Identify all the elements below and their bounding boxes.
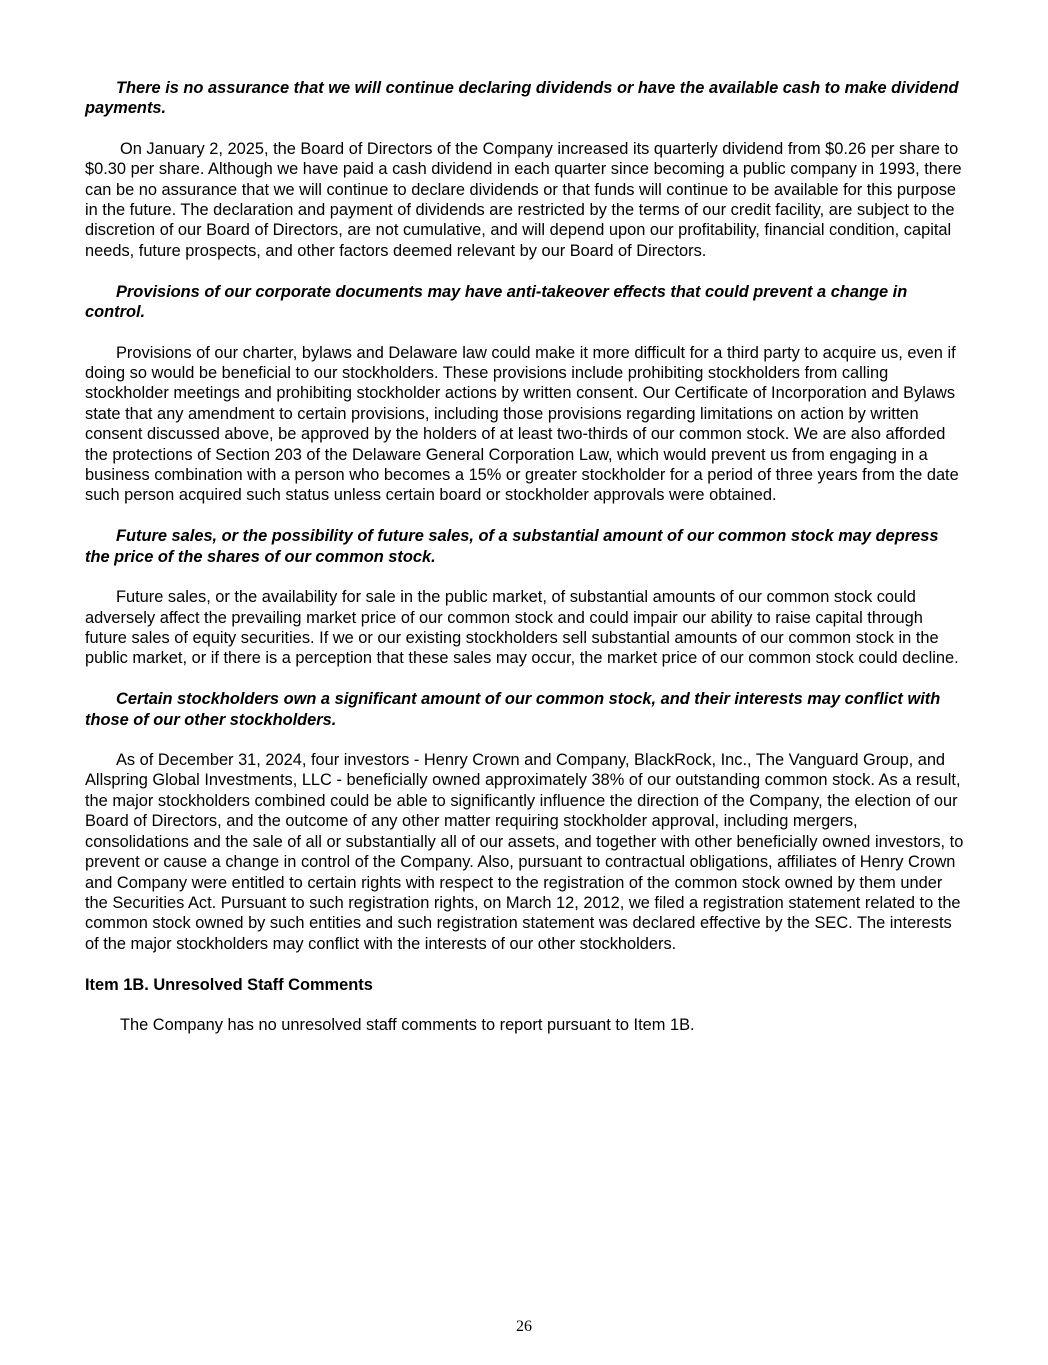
section-heading-stockholders: Certain stockholders own a significant amount of our common stock, and their interests may conflict with those of our other stockholders. [85,690,941,729]
page-number: 26 [516,1318,532,1335]
section-heading-future-sales: Future sales, or the possibility of future sales, of a substantial amount of our common stock may depress the price of the shares of our common stock. [85,527,939,566]
section-body-anti-takeover: Provisions of our charter, bylaws and Delaware law could make it more difficult for a third party to acquire us, even if doing so would be beneficial to our stockholders. These provisions include prohibiting stockholders from calling stockholder meetings and prohibiting stockholder actions by written consent. Our Certificate of Incorporation and Bylaws state that any amendment to certain provisions, including those provisions regarding limitations on action by written consent discussed above, be approved by the holders of at least two-thirds of our common stock. We are also afforded the protections of Section 203 of the Delaware General Corporation Law, which would prevent us from engaging in a business combination with a person who becomes a 15% or greater stockholder for a period of three years from the date such person acquired such status unless certain board or stockholder approvals were obtained. [85,343,959,505]
section-heading-dividends: There is no assurance that we will continue declaring dividends or have the available cash to make dividend payments. [85,79,959,118]
section-heading-anti-takeover: Provisions of our corporate documents may have anti-takeover effects that could prevent a change in control. [85,282,908,322]
document-page [85,78,965,1056]
item-1b-title: Item 1B. Unresolved Staff Comments [85,975,373,994]
item-1b-body: The Company has no unresolved staff comments to report pursuant to Item 1B. [120,1016,695,1035]
section-body-stockholders: As of December 31, 2024, four investors - Henry Crown and Company, BlackRock, Inc., The Vanguard Group, and Allspring Global Investments, LLC - beneficially owned approximately 38% of our outstanding common stock. As a result, the major stockholders combined could be able to significantly influence the direction of the Company, the election of our Board of Directors, and the outcome of any other matter requiring stockholder approval, including mergers, consolidations and the sale of all or substantially all of our assets, and together with other beneficially owned investors, to prevent or cause a change in control of the Company. Also, pursuant to contractual obligations, affiliates of Henry Crown and Company were entitled to certain rights with respect to the registration of the common stock owned by them under the Securities Act. Pursuant to such registration rights, on March 12, 2012, we filed a registration statement related to the common stock owned by such entities and such registration statement was declared effective by the SEC. The interests of the major stockholders may conflict with the interests of our other stockholders. [85,751,964,953]
section-body-dividends: On January 2, 2025, the Board of Directors of the Company increased its quarterly dividend from $0.26 per share to $0.30 per share. Although we have paid a cash dividend in each quarter since becoming a public company in 1993, there can be no assurance that we will continue to declare dividends or that funds will continue to be available for this purpose in the future. The declaration and payment of dividends are restricted by the terms of our credit facility, are subject to the discretion of our Board of Directors, are not cumulative, and will depend upon our profitability, financial condition, capital needs, future prospects, and other factors deemed relevant by our Board of Directors. [85,139,962,260]
section-body-future-sales: Future sales, or the availability for sale in the public market, of substantial amounts of our common stock could adversely affect the prevailing market price of our common stock and could impair our ability to raise capital through future sales of equity securities. If we or our existing stockholders sell substantial amounts of our common stock in the public market, or if there is a perception that these sales may occur, the market price of our common stock could decline. [85,588,959,668]
